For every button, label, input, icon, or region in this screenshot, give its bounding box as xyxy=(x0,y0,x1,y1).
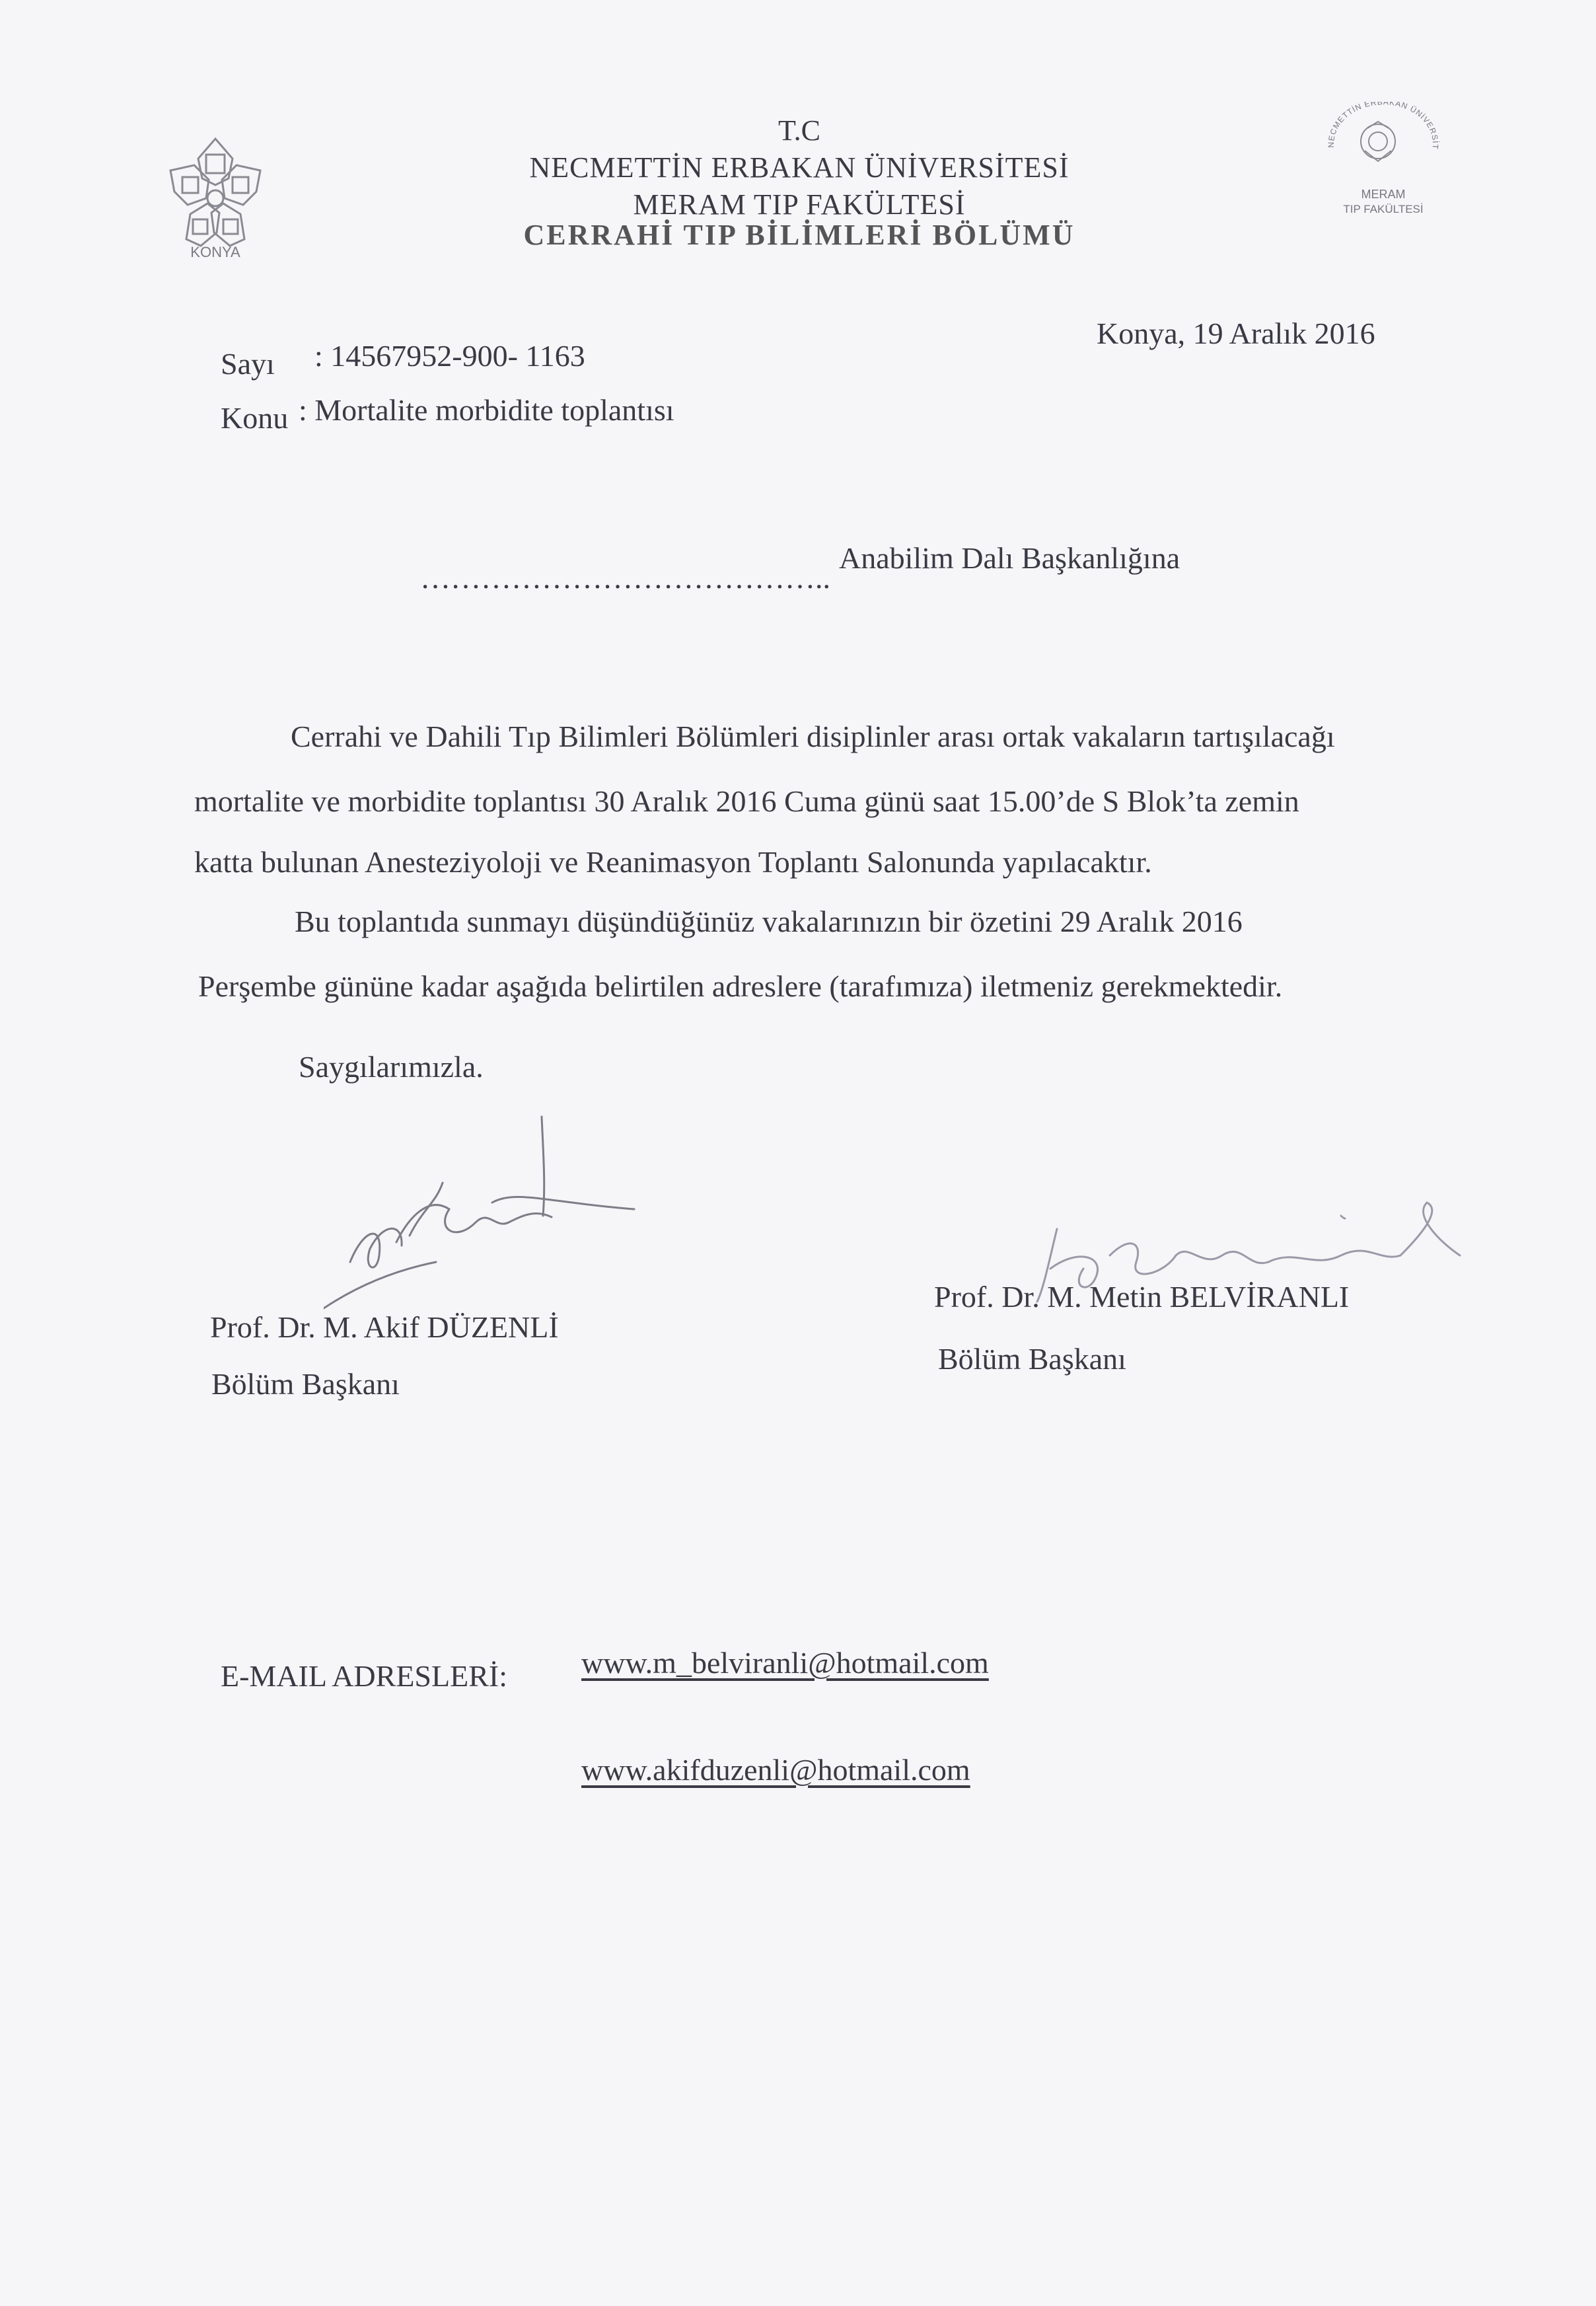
konu-label: Konu xyxy=(221,401,289,435)
header-country: T.C xyxy=(778,114,820,147)
email-belviranli-link[interactable]: www.m_belviranli@hotmail.com xyxy=(581,1646,989,1680)
recipient-name: Anabilim Dalı Başkanlığına xyxy=(839,541,1180,575)
body-p1-line3: katta bulunan Anesteziyoloji ve Reanimasyon Toplantı Salonunda yapılacaktır. xyxy=(194,845,1152,879)
signatory-2-name: Prof. Dr. M. Metin BELVİRANLI xyxy=(934,1280,1350,1314)
svg-text:TIP FAKÜLTESİ: TIP FAKÜLTESİ xyxy=(1343,203,1424,215)
sayi-value: : 14567952-900- 1163 xyxy=(314,339,585,373)
email-duzenli-link[interactable]: www.akifduzenli@hotmail.com xyxy=(581,1753,970,1787)
body-p2-line1: Bu toplantıda sunmayı düşündüğünüz vakalarınızın bir özetini 29 Aralık 2016 xyxy=(295,905,1243,938)
header-university: NECMETTİN ERBAKAN ÜNİVERSİTESİ xyxy=(529,151,1070,184)
meram-seal-icon xyxy=(1315,102,1453,227)
header-department: CERRAHİ TIP BİLİMLERİ BÖLÜMÜ xyxy=(523,219,1075,251)
body-p1-line1: Cerrahi ve Dahili Tıp Bilimleri Bölümleri disiplinler arası ortak vakaların tartışılacağı xyxy=(291,720,1335,753)
svg-text:MERAM: MERAM xyxy=(1361,188,1406,201)
body-closing: Saygılarımızla. xyxy=(299,1050,484,1084)
emails-label: E-MAIL ADRESLERİ: xyxy=(221,1659,507,1693)
place-date: Konya, 19 Aralık 2016 xyxy=(1097,316,1375,350)
sayi-label: Sayı xyxy=(221,347,275,381)
body-p1-line2: mortalite ve morbidite toplantısı 30 Aralık 2016 Cuma günü saat 15.00’de S Blok’ta zemin xyxy=(194,784,1299,818)
meram-faculty-logo xyxy=(1315,102,1453,227)
body-p2-line2: Perşembe gününe kadar aşağıda belirtilen adreslere (tarafımıza) iletmeniz gerekmektedir. xyxy=(198,969,1283,1003)
signatory-2-title: Bölüm Başkanı xyxy=(938,1342,1126,1376)
konya-logo xyxy=(151,130,280,262)
svg-text:NECMETTİN ERBAKAN ÜNİVERSİTESİ: NECMETTİN ERBAKAN ÜNİVERSİT xyxy=(1326,102,1441,151)
header-faculty: MERAM TIP FAKÜLTESİ xyxy=(633,188,966,221)
konu-value: : Mortalite morbidite toplantısı xyxy=(299,393,674,427)
konya-seal-icon xyxy=(151,130,280,262)
signature-duzenli xyxy=(324,1110,641,1321)
recipient-dots: ………………………………….. xyxy=(420,561,830,595)
svg-text:KONYA: KONYA xyxy=(190,244,240,260)
signatory-1-name: Prof. Dr. M. Akif DÜZENLİ xyxy=(210,1310,559,1344)
signatory-1-title: Bölüm Başkanı xyxy=(211,1367,400,1401)
